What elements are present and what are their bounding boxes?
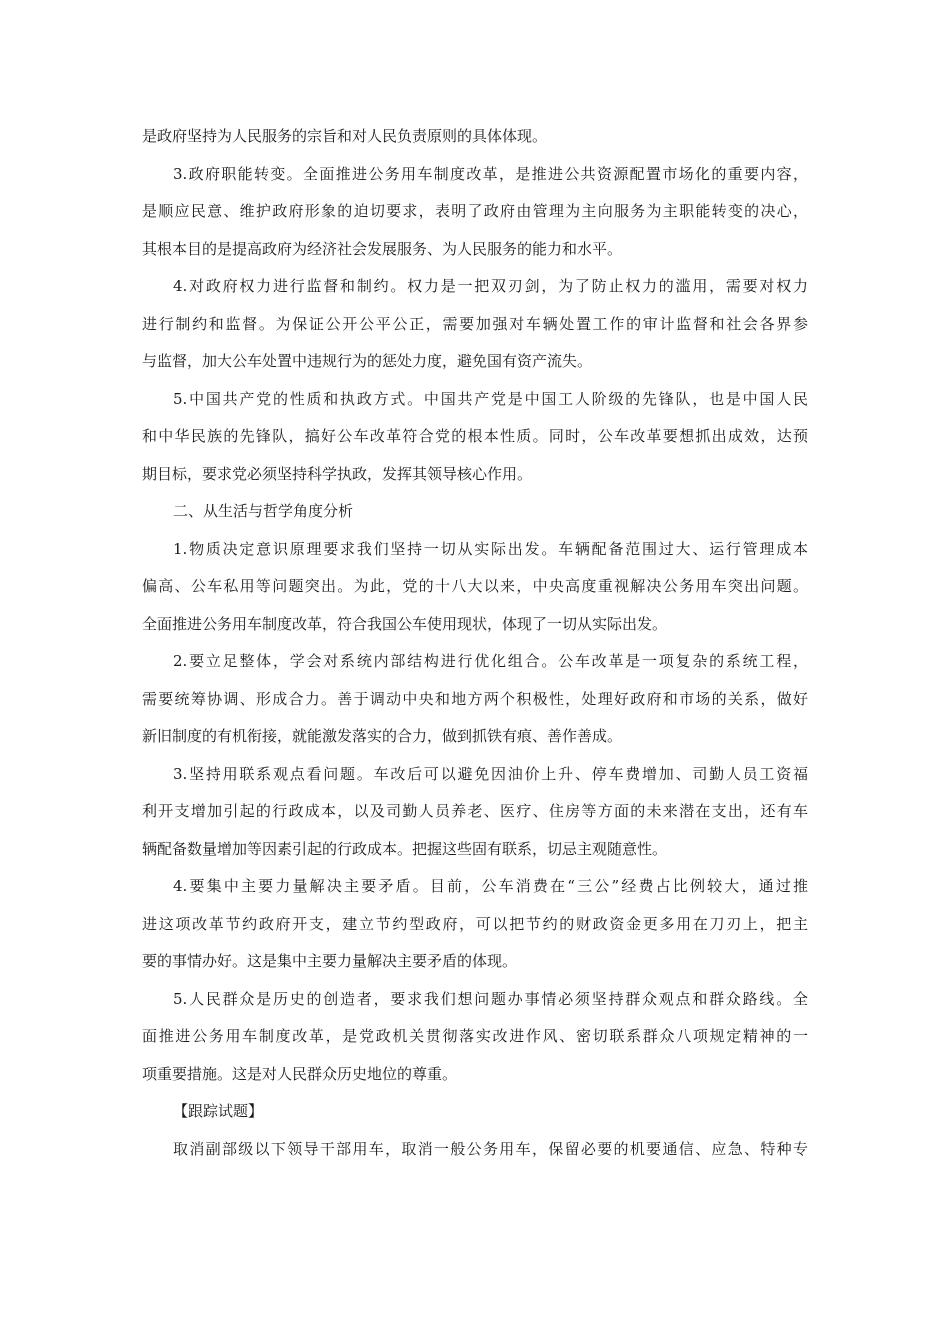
text-line: 5.人民群众是历史的创造者，要求我们想问题办事情必须坚持群众观点和群众路线。全 xyxy=(173,989,808,1008)
text-line: 取消副部级以下领导干部用车，取消一般公务用车，保留必要的机要通信、应急、特种专 xyxy=(173,1139,808,1158)
text-line: 3.政府职能转变。全面推进公务用车制度改革，是推进公共资源配置市场化的重要内容， xyxy=(173,164,808,183)
text-line: 进这项改革节约政府开支，建立节约型政府，可以把节约的财政资金更多用在刀刃上，把主 xyxy=(142,914,808,933)
text-line: 【跟踪试题】 xyxy=(173,1102,264,1120)
text-line: 是顺应民意、维护政府形象的迫切要求，表明了政府由管理为主向服务为主职能转变的决心， xyxy=(142,202,808,220)
text-line: 面推进公务用车制度改革，是党政机关贯彻落实改进作风、密切联系群众八项规定精神的一 xyxy=(142,1027,808,1045)
text-line: 项重要措施。这是对人民群众历史地位的尊重。 xyxy=(142,1064,458,1083)
text-line: 3.坚持用联系观点看问题。车改后可以避免因油价上升、停车费增加、司勤人员工资福 xyxy=(173,764,808,783)
text-line: 辆配备数量增加等因素引起的行政成本。把握这些固有联系，切忌主观随意性。 xyxy=(142,839,668,858)
text-line: 和中华民族的先锋队，搞好公车改革符合党的根本性质。同时，公车改革要想抓出成效，达预 xyxy=(142,427,808,445)
text-line: 2.要立足整体，学会对系统内部结构进行优化组合。公车改革是一项复杂的系统工程， xyxy=(173,652,808,670)
document-page xyxy=(142,118,808,1168)
text-line: 4.对政府权力进行监督和制约。权力是一把双刃剑，为了防止权力的滥用，需要对权力 xyxy=(173,277,808,295)
text-line: 利开支增加引起的行政成本，以及司勤人员养老、医疗、住房等方面的未来潜在支出，还有车 xyxy=(142,802,808,820)
text-line: 需要统筹协调、形成合力。善于调动中央和地方两个积极性，处理好政府和市场的关系，做好 xyxy=(142,689,808,708)
text-line: 期目标，要求党必须坚持科学执政，发挥其领导核心作用。 xyxy=(142,464,533,483)
text-line: 进行制约和监督。为保证公开公平公正，需要加强对车辆处置工作的审计监督和社会各界参 xyxy=(142,314,808,333)
text-line: 其根本目的是提高政府为经济社会发展服务、为人民服务的能力和水平。 xyxy=(142,239,623,258)
text-line: 5.中国共产党的性质和执政方式。中国共产党是中国工人阶级的先锋队，也是中国人民 xyxy=(173,389,808,408)
text-line: 要的事情办好。这是集中主要力量解决主要矛盾的体现。 xyxy=(142,952,518,970)
text-line: 二、从生活与哲学角度分析 xyxy=(173,502,354,520)
text-line: 4.要集中主要力量解决主要矛盾。目前，公车消费在“三公”经费占比例较大，通过推 xyxy=(173,877,808,895)
text-line: 是政府坚持为人民服务的宗旨和对人民负责原则的具体体现。 xyxy=(142,127,548,145)
text-line: 新旧制度的有机衔接，就能激发落实的合力，做到抓铁有痕、善作善成。 xyxy=(142,727,623,745)
text-line: 与监督，加大公车处置中违规行为的惩处力度，避免国有资产流失。 xyxy=(142,352,593,370)
text-line: 偏高、公车私用等问题突出。为此，党的十八大以来，中央高度重视解决公务用车突出问题。 xyxy=(142,577,808,595)
text-line: 全面推进公务用车制度改革，符合我国公车使用现状，体现了一切从实际出发。 xyxy=(142,614,668,633)
document-body xyxy=(142,118,808,1168)
text-line: 1.物质决定意识原理要求我们坚持一切从实际出发。车辆配备范围过大、运行管理成本 xyxy=(173,539,808,558)
